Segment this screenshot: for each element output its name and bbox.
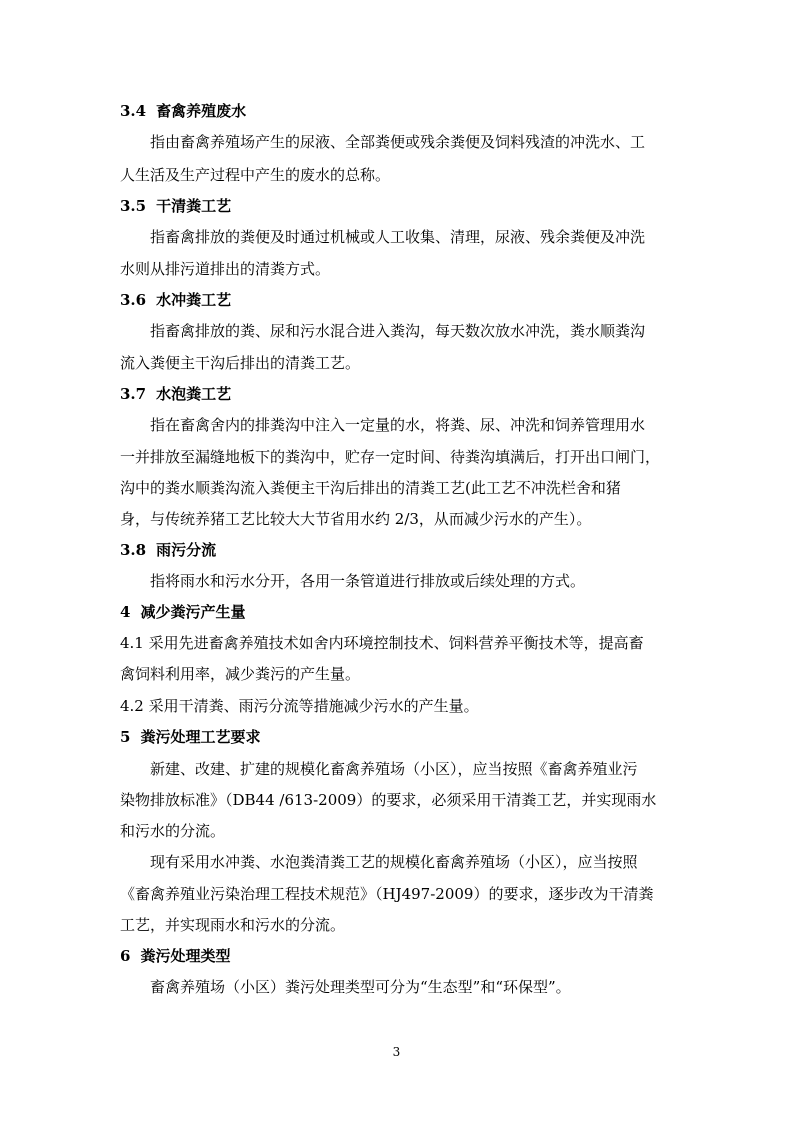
paragraph-line: 4.1 采用先进畜禽养殖技术如舍内环境控制技术、饲料营养平衡技术等，提高畜 xyxy=(120,634,644,652)
paragraph-line: 禽饲料利用率，减少粪污的产生量。 xyxy=(120,665,361,683)
paragraph-line: 指在畜禽舍内的排粪沟中注入一定量的水，将粪、尿、冲洗和饲养管理用水 xyxy=(150,416,646,434)
heading-3-8: 3.8 雨污分流 xyxy=(120,541,217,559)
paragraph-line: 《畜禽养殖业污染治理工程技术规范》（HJ497-2009）的要求，逐步改为干清粪 xyxy=(120,885,654,903)
paragraph-line: 人生活及生产过程中产生的废水的总称。 xyxy=(120,166,391,184)
paragraph-line: 流入粪便主干沟后排出的清粪工艺。 xyxy=(120,354,361,372)
paragraph-line: 染物排放标准》（DB44 /613-2009）的要求，必须采用干清粪工艺，并实现雨水 xyxy=(120,791,657,809)
heading-3-4: 3.4 畜禽养殖废水 xyxy=(120,102,247,120)
paragraph-line: 沟中的粪水顺粪沟流入粪便主干沟后排出的清粪工艺(此工艺不冲洗栏舍和猪 xyxy=(120,479,621,497)
heading-3-7: 3.7 水泡粪工艺 xyxy=(120,385,232,403)
heading-5: 5 粪污处理工艺要求 xyxy=(120,728,261,746)
paragraph-line: 指畜禽排放的粪便及时通过机械或人工收集、清理，尿液、残余粪便及冲洗 xyxy=(150,228,646,246)
paragraph-line: 指将雨水和污水分开，各用一条管道进行排放或后续处理的方式。 xyxy=(150,572,586,590)
heading-4: 4 减少粪污产生量 xyxy=(120,603,246,621)
page-number: 3 xyxy=(392,1045,401,1059)
heading-3-5: 3.5 干清粪工艺 xyxy=(120,197,232,215)
paragraph-line: 和污水的分流。 xyxy=(120,822,226,840)
paragraph-line: 指由畜禽养殖场产生的尿液、全部粪便或残余粪便及饲料残渣的冲洗水、工 xyxy=(150,133,646,151)
paragraph-line: 新建、改建、扩建的规模化畜禽养殖场（小区），应当按照《畜禽养殖业污 xyxy=(150,760,638,778)
paragraph-line: 畜禽养殖场（小区）粪污处理类型可分为“生态型”和“环保型”。 xyxy=(150,978,571,996)
heading-6: 6 粪污处理类型 xyxy=(120,947,231,965)
paragraph-line: 水则从排污道排出的清粪方式。 xyxy=(120,260,331,278)
paragraph-line: 现有采用水冲粪、水泡粪清粪工艺的规模化畜禽养殖场（小区），应当按照 xyxy=(150,853,638,871)
paragraph-line: 指畜禽排放的粪、尿和污水混合进入粪沟，每天数次放水冲洗，粪水顺粪沟 xyxy=(150,322,646,340)
paragraph-line: 4.2 采用干清粪、雨污分流等措施减少污水的产生量。 xyxy=(120,697,479,715)
paragraph-line: 一并排放至漏缝地板下的粪沟中，贮存一定时间、待粪沟填满后，打开出口闸门， xyxy=(120,448,661,466)
paragraph-line: 工艺，并实现雨水和污水的分流。 xyxy=(120,916,346,934)
paragraph-line: 身，与传统养猪工艺比较大大节省用水约 2/3，从而减少污水的产生）。 xyxy=(120,510,592,528)
heading-3-6: 3.6 水冲粪工艺 xyxy=(120,291,232,309)
